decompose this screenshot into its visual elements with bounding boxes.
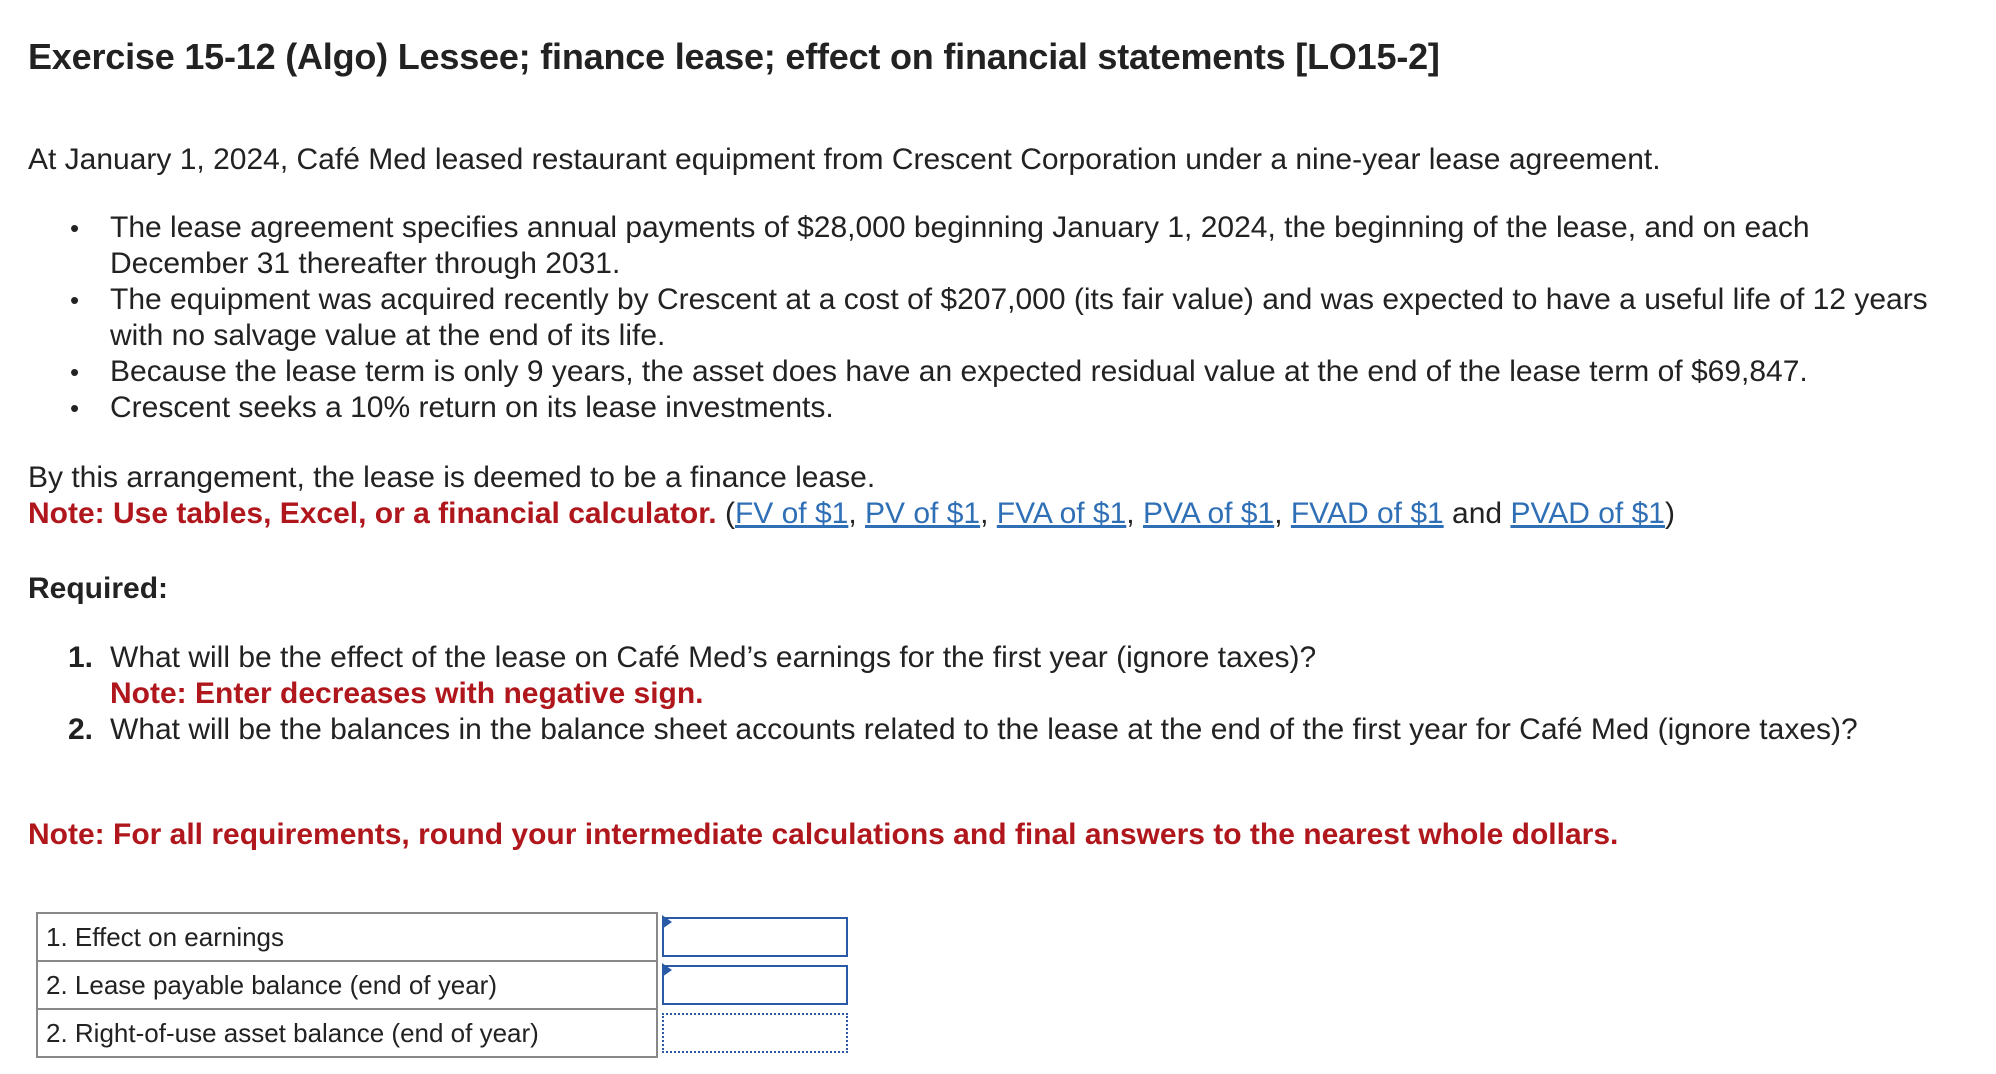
lease-fact-item: • Because the lease term is only 9 years, the asset does have an expected residual value at the end of the lease term of $69,847. — [66, 354, 1946, 390]
paren-close: ) — [1664, 497, 1675, 530]
lease-payable-input[interactable] — [662, 965, 848, 1005]
right-of-use-asset-label: 2. Right-of-use asset balance (end of year) — [37, 1009, 657, 1057]
requirement-note: Note: Enter decreases with negative sign. — [110, 677, 704, 710]
answer-table — [36, 912, 860, 1058]
intro-paragraph: At January 1, 2024, Café Med leased restaurant equipment from Crescent Corporation under a nine-year lease agreement. — [28, 143, 1661, 176]
lease-facts-list — [66, 210, 1946, 426]
rounding-note: Note: For all requirements, round your intermediate calculations and final answers to the nearest whole dollars. — [28, 818, 1619, 851]
arrangement-text: By this arrangement, the lease is deemed to be a finance lease. — [28, 461, 876, 494]
requirements-list — [62, 640, 1932, 748]
lease-payable-label: 2. Lease payable balance (end of year) — [37, 961, 657, 1009]
required-heading: Required: — [28, 572, 169, 605]
answer-cell — [657, 1009, 859, 1057]
tables-note-label: Note: Use tables, Excel, or a financial calculator. — [28, 497, 717, 530]
fva-of-1-link[interactable]: FVA of $1 — [996, 497, 1127, 530]
requirement-text: What will be the balances in the balance sheet accounts related to the lease at the end of the first year for Café Med (ignore taxes)? — [110, 713, 1858, 746]
answer-flag-icon — [662, 915, 672, 929]
lease-fact-item: • Crescent seeks a 10% return on its lease investments. — [66, 390, 1946, 426]
separator: , — [1274, 497, 1291, 530]
table-row — [37, 913, 859, 961]
pvad-of-1-link[interactable]: PVAD of $1 — [1510, 497, 1665, 530]
requirement-item — [62, 640, 1932, 712]
paren-open: ( — [724, 497, 735, 530]
pva-of-1-link[interactable]: PVA of $1 — [1142, 497, 1275, 530]
answer-cell — [657, 913, 859, 961]
separator: , — [980, 497, 997, 530]
pv-of-1-link[interactable]: PV of $1 — [865, 497, 981, 530]
exercise-title: Exercise 15-12 (Algo) Lessee; finance lease; effect on financial statements [LO15-2] — [28, 36, 1440, 77]
requirement-text: What will be the effect of the lease on Café Med’s earnings for the first year (ignore taxes)? — [110, 641, 1317, 674]
effect-on-earnings-label: 1. Effect on earnings — [37, 913, 657, 961]
answer-flag-icon — [662, 963, 672, 977]
requirement-number: 1. — [68, 641, 94, 674]
requirement-item — [62, 712, 1932, 748]
separator: , — [848, 497, 866, 530]
requirement-number: 2. — [68, 713, 94, 746]
right-of-use-asset-input[interactable] — [662, 1013, 848, 1053]
table-row — [37, 1009, 859, 1057]
lease-fact-item: • The equipment was acquired recently by Crescent at a cost of $207,000 (its fair value) and was expected to have a useful life of 12 years with no salvage value at the end of its life. — [66, 282, 1946, 354]
fv-of-1-link[interactable]: FV of $1 — [734, 497, 849, 530]
separator: , — [1126, 497, 1143, 530]
tables-note — [28, 496, 1675, 532]
table-row — [37, 961, 859, 1009]
separator: and — [1443, 497, 1511, 530]
effect-on-earnings-input[interactable] — [662, 917, 848, 957]
fvad-of-1-link[interactable]: FVAD of $1 — [1290, 497, 1444, 530]
answer-cell — [657, 961, 859, 1009]
lease-fact-item: • The lease agreement specifies annual payments of $28,000 beginning January 1, 2024, the beginning of the lease, and on each December 31 thereafter through 2031. — [66, 210, 1946, 282]
